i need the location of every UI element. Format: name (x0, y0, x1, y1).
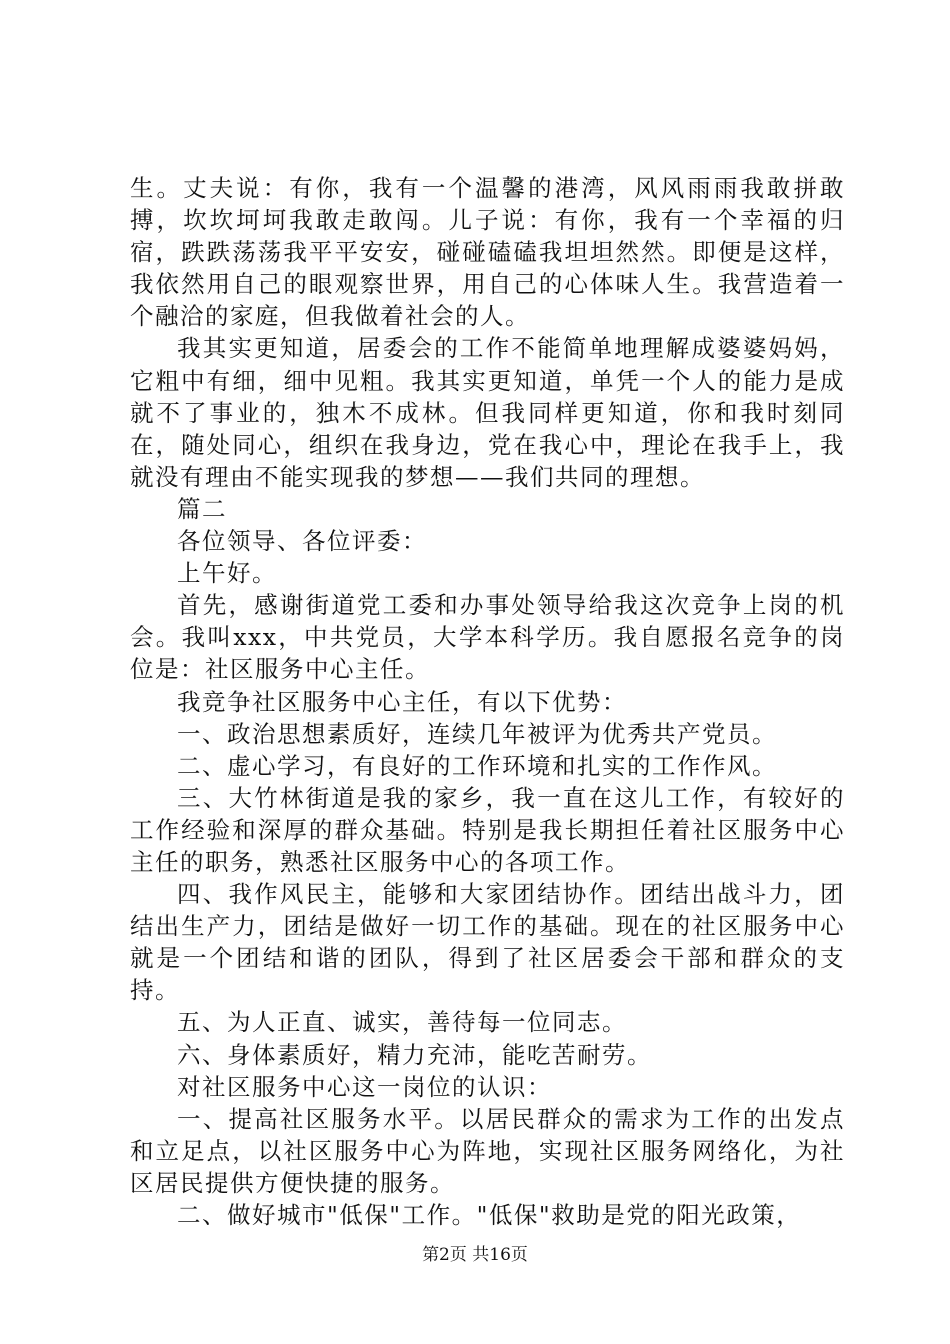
paragraph: 对社区服务中心这一岗位的认识： (177, 1072, 552, 1101)
page-number-footer: 第2页 共16页 (422, 1245, 528, 1265)
list-item: 二、虚心学习，有良好的工作环境和扎实的工作作风。 (177, 751, 777, 780)
list-item: 三、大竹林街道是我的家乡，我一直在这儿工作，有较好的工作经验和深厚的群众基础。特别是我长期担任着社区服务中心主任的职务，熟悉社区服务中心的各项工作。 (130, 783, 845, 876)
list-item: 一、提高社区服务水平。以居民群众的需求为工作的出发点和立足点，以社区服务中心为阵地，实现社区服务网络化，为社区居民提供方便快捷的服务。 (130, 1104, 845, 1197)
document-body (130, 172, 845, 1231)
greeting: 上午好。 (177, 559, 277, 588)
salutation: 各位领导、各位评委： (177, 527, 427, 556)
paragraph: 我其实更知道，居委会的工作不能简单地理解成婆婆妈妈，它粗中有细，细中见粗。我其实更知道，单凭一个人的能力是成就不了事业的，独木不成林。但我同样更知道，你和我时刻同在，随处同心，组织在我身边，党在我心中，理论在我手上，我就没有理由不能实现我的梦想——我们共同的理想。 (130, 334, 845, 491)
section-heading: 篇二 (177, 494, 227, 523)
list-item: 二、做好城市"低保"工作。"低保"救助是党的阳光政策， (177, 1201, 802, 1229)
paragraph: 首先，感谢街道党工委和办事处领导给我这次竞争上岗的机会。我叫xxx，中共党员，大学本科学历。我自愿报名竞争的岗位是：社区服务中心主任。 (130, 591, 845, 684)
list-item: 一、政治思想素质好，连续几年被评为优秀共产党员。 (177, 719, 777, 748)
list-item: 五、为人正直、诚实，善待每一位同志。 (177, 1008, 627, 1037)
paragraph-continuation: 生。丈夫说：有你，我有一个温馨的港湾，风风雨雨我敢拼敢搏，坎坎坷坷我敢走敢闯。儿子说：有你，我有一个幸福的归宿，跌跌荡荡我平平安安，碰碰磕磕我坦坦然然。即便是这样，我依然用自己的眼观察世界，用自己的心体味人生。我营造着一个融洽的家庭，但我做着社会的人。 (130, 174, 845, 331)
list-item: 四、我作风民主，能够和大家团结协作。团结出战斗力，团结出生产力，团结是做好一切工作的基础。现在的社区服务中心就是一个团结和谐的团队，得到了社区居委会干部和群众的支持。 (130, 880, 845, 1005)
paragraph: 我竞争社区服务中心主任，有以下优势： (177, 687, 627, 716)
list-item: 六、身体素质好，精力充沛，能吃苦耐劳。 (177, 1040, 652, 1069)
